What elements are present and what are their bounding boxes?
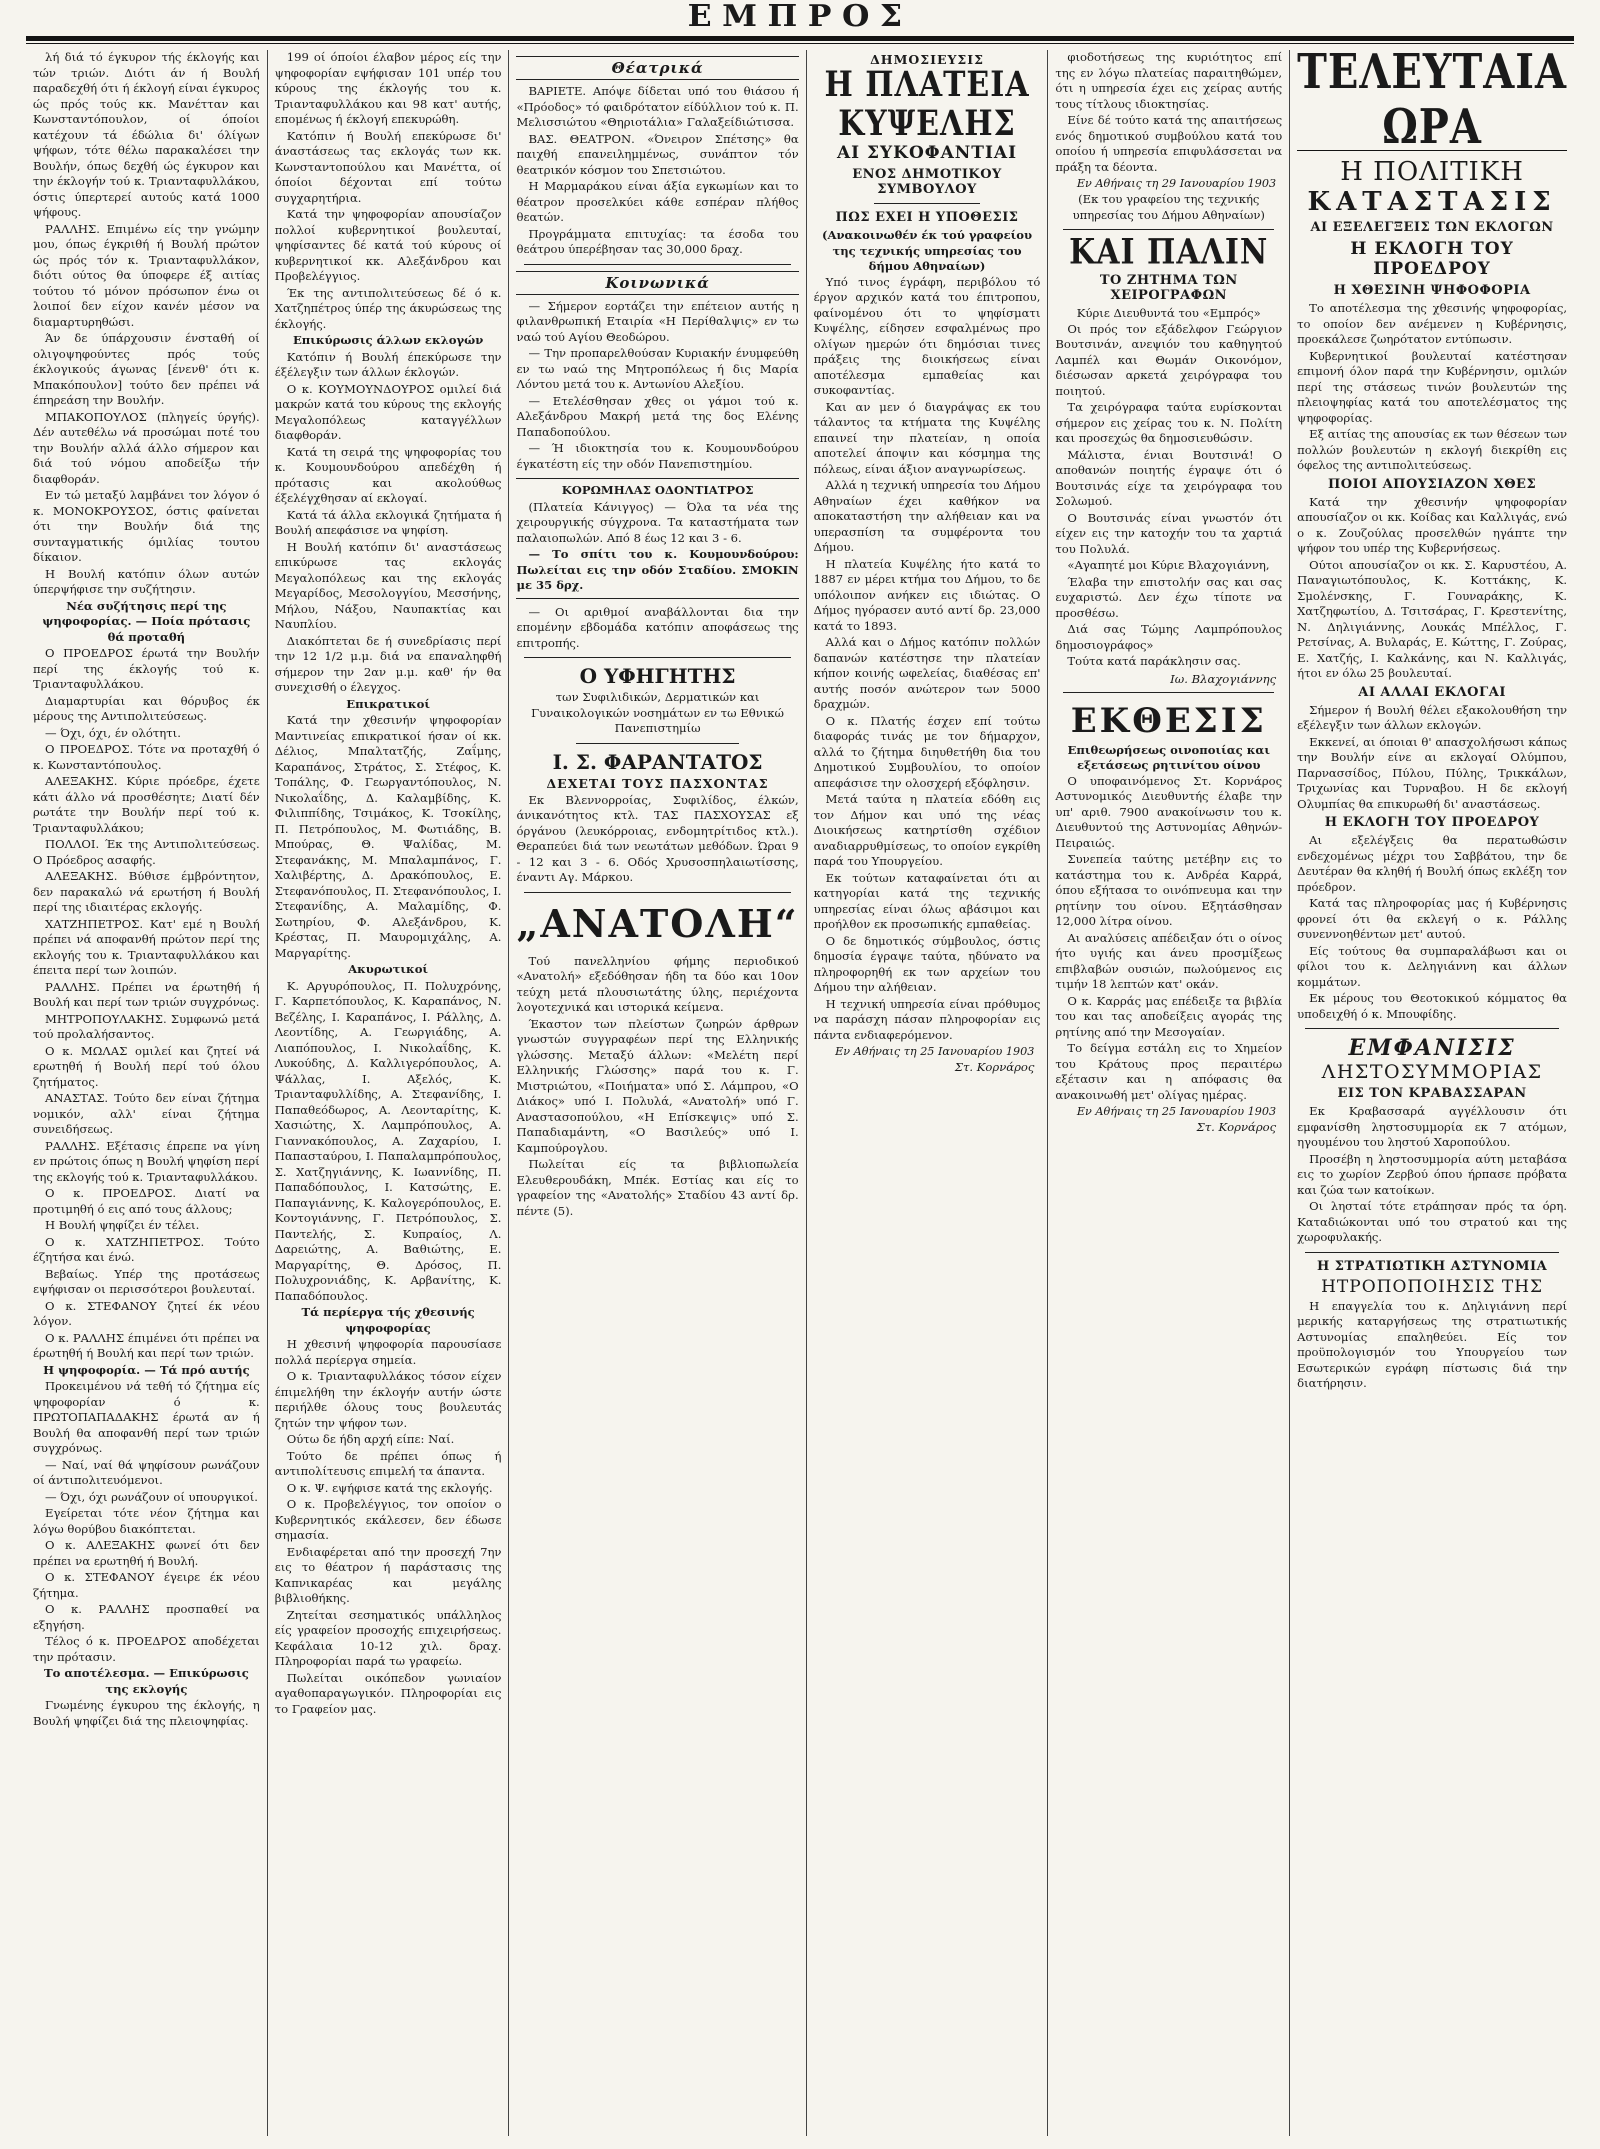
article-paragraph: Αι αναλύσεις απέδειξαν ότι ο οίνος ήτο υγιής και άνευ προσμίξεως επιβλαβών ουσιών, πωλούμενος εις τιμήν 18 λεπτών κατ' οκάν. xyxy=(1055,930,1283,991)
article-paragraph: Προγράμματα επιτυχίας: τα έσοδα του θεάτρου ύπερέβησαν τας 30,000 δραχ. xyxy=(516,226,799,256)
absent-subhead: ΠΟΙΟΙ ΑΠΟΥΣΙΑΖΟΝ ΧΘΕΣ xyxy=(1327,476,1537,492)
signature: Ιω. Βλαχογιάννης xyxy=(1170,671,1277,686)
divider xyxy=(874,203,981,204)
president-election-subhead-2: Η ΕΚΛΟΓΗ ΤΟΥ ΠΡΟΕΔΡΟΥ xyxy=(1324,815,1540,830)
article-paragraph: Εκκενεί, αι όποιαι θ' απασχολήσωσι κάπως την Βουλήν είνε αι εκλογαί Ολύμπου, Παρνασσίδος, Πύλου, Πύλης, Τρικκάλων, Τριχωνίας και Τυρναβου. Η δε εκλογή Ολυμπίας θα επικυρωθή δι' αναστάσεως. xyxy=(1297,734,1568,811)
article-paragraph: Ο κ. ΚΟΥΜΟΥΝΔΟΥΡΟΣ ομιλεί διά μακρών κατά του κύρους της εκλογής Μεγαλοπόλεως καταγγέλλων διαφθοράν. xyxy=(274,381,502,442)
article-paragraph: Η Βουλή ψηφίζει έν τέλει. xyxy=(45,1218,200,1232)
article-paragraph: Κατά τά άλλα εκλογικά ζητήματα ή Βουλή απεφάσισε να ψηφίση. xyxy=(274,507,502,537)
article-paragraph: Η Βουλή κατόπιν όλων αυτών ύπερψήφισε την συζήτησιν. xyxy=(33,566,260,596)
article-paragraph: Αλλά και ο Δήμος κατόπιν πολλών δαπανών κατέστησε την πλατείαν κήπον κοινής ωφελείας, διαθέσας επ' αυτής ποσόν ανώτερον των 5000 δραχμών. xyxy=(813,635,1041,711)
article-paragraph: Έκ της αντιπολιτεύσεως δέ ό κ. Χατζηπέτρος ύπέρ της άκυρώσεως της έκλογής. xyxy=(274,285,502,331)
article-paragraph: Η Βουλή κατόπιν δι' αναστάσεως επικύρωσε τας εκλογάς Μεγαλοπόλεως και της εκλογάς Μεγαρίδος, Μεσολογγίου, Μεσσήνης, Μήλου, Νάξου, Ναυπακτίας και Ναυπλίου. xyxy=(274,539,502,631)
case-subhead: ΠΩΣ ΕΧΕΙ Η ΥΠΟΘΕΣΙΣ xyxy=(835,210,1019,225)
article-paragraph: Ο δε δημοτικός σύμβουλος, όστις δημοσία έγραψε ταύτα, ηδύνατο να πληροφορηθή εκ των αρχείων του Δήμου την αλήθειαν. xyxy=(813,933,1041,994)
article-paragraph: Επικύρωσις άλλων εκλογών xyxy=(292,333,484,347)
article-paragraph: Και αν μεν ό διαγράψας εκ του τάλαντος τα κτήματα της Κυψέλης επαινεί την πλατείαν, η οποία αποτελεί άποψιν και κόσμημα της πόλεως, είναι άξιον αναγνωρίσεως. xyxy=(813,399,1041,476)
dentist-ad xyxy=(516,478,798,599)
audits-subhead: ΑΙ ΕΞΕΛΕΓΞΕΙΣ ΤΩΝ ΕΚΛΟΓΩΝ xyxy=(1310,220,1554,235)
article-paragraph: ΠΟΛΛΟΙ. Έκ της Αντιπολιτεύσεως. Ο Πρόεδρος ασαφής. xyxy=(33,837,260,867)
column-3 xyxy=(509,50,806,2136)
article-paragraph: Ο κ. Τριανταφυλλάκος τόσον είχεν έπιμελήθη την έκλογήν αυτήν ώστε περιήλθε όλους τους βουλευτάς ζητών την ψήφον των. xyxy=(274,1369,502,1430)
article-paragraph: ΑΝΑΣΤΑΣ. Τούτο δεν είναι ζήτημα νομικόν, αλλ' είναι ζήτημα συνειδήσεως. xyxy=(33,1091,260,1136)
councillor-subhead: ΕΝΟΣ ΔΗΜΟΤΙΚΟΥ ΣΥΜΒΟΥΛΟΥ xyxy=(852,167,1002,197)
column-6 xyxy=(1290,43,1574,2136)
article-paragraph: Η πλατεία Κυψέλης ήτο κατά το 1887 εν μέρει κτήμα του Δήμου, το δε υπόλοιπον ανήκεν εις ιδιώτας. Ο Δήμος ηγόρασεν αυτό αντί δρ. 23,000 κατά το 1893. xyxy=(813,556,1041,633)
article-paragraph: ΡΑΛΛΗΣ. Επιμένω είς την γνώμην μου, όπως έγκριθή ή Βουλή πρώτον ώς πρός τόν κ. Τριανταφυλλάκον, διότι ούτος θα ύποφερε έξ αιτίας τούτου τό μόνον πρόσωπον ένω οι λοιποί δεν είχον κανέν μέσον να διαμαρτυρηθώσι. xyxy=(33,221,260,329)
dentist-extra: — Το σπίτι του κ. Κουμουνδούρου: Πωλείται εις την οδόν Σταδίου. ΣΜΟΚΙΝ με 35 δρχ. xyxy=(516,547,799,592)
article-paragraph: Διαμαρτυρίαι και θόρυβος έκ μέρους της Αντιπολιτεύσεως. xyxy=(33,693,260,723)
divider xyxy=(1063,692,1274,693)
article-paragraph: Κ. Αργυρόπουλος, Π. Πολυχρόνης, Γ. Καρπετόπουλος, Κ. Καραπάνος, Ν. Βεζέλης, Ι. Καραπάνος, Ι. Ράλλης, Δ. Λεοντίδης, Α. Γεωργιάδης, Α. Λιαπόπουλος, Ι. Νικολαΐδης, Κ. Λυκούδης, Δ. Καλλιγερόπουλος, Α. Ψάλλας, Ι. Αξελός, Κ. Τριανταφυλλίδης, Α. Στεφανίδης, Ι. Παπαθεόδωρος, Α. Λεονταρίτης, Κ. Χασιώτης, Χ. Λαμπρόπουλος, Α. Γιαννακόπουλος, Α. Ζαχαρίου, Ι. Παπασταύρου, Ι. Παπαλαμπρόπουλος, Σ. Χατζηγιάννης, Κ. Ιωαννίδης, Π. Παπαδόπουλος, Ι. Κατσώτης, Ε. Παπαγιάννης, Κ. Καλογερόπουλος, Ε. Κοντογιάννης, Γ. Πετρόπουλος, Σ. Παντελής, Σ. Κυπραίος, Λ. Δαρειώτης, Α. Βαθιώτης, Ε. Μαργαρίτης, Θ. Δρόσος, Π. Πολυχρονιάδης, Κ. Αρβανίτης, Κ. Παπαδόπουλος. xyxy=(274,978,502,1303)
article-paragraph: Το αποτέλεσμα της χθεσινής ψηφοφορίας, το οποίον δεν ανέμενεν η Κυβέρνησις, προεκάλεσε ζωηρότατον εντύπωσιν. xyxy=(1297,301,1568,346)
article-paragraph: ΑΛΕΞΑΚΗΣ. Κύριε πρόεδρε, έχετε κάτι άλλο νά προσθέσητε; Διατί δέν ρωτάτε την Βουλήν περί τού κ. Τριανταφυλλάκου; xyxy=(33,774,260,835)
article-paragraph: φιοδοτήσεως της κυριότητος επί της εν λόγω πλατείας παραιτηθώμεν, ότι η υπηρεσία έχει εις χείρας αυτής τους τίτλους ιδιοκτησίας. xyxy=(1055,50,1283,111)
announcement-intro: (Ανακοινωθέν έκ τού γραφείου της τεχνικής υπηρεσίας του δήμου Αθηναίων) xyxy=(822,228,1033,273)
masthead xyxy=(26,0,1574,34)
article-paragraph: Ο ΠΡΟΕΔΡΟΣ. Τότε να προταχθή ό κ. Κωνσταντόπουλος. xyxy=(33,742,260,772)
article-paragraph: Ακυρωτικοί xyxy=(348,962,429,976)
report-headline: ΕΚΘΕΣΙΣ xyxy=(1070,700,1267,741)
other-elections-subhead: ΑΙ ΑΛΛΑΙ ΕΚΛΟΓΑΙ xyxy=(1358,684,1506,700)
bandits-headline: ΛΗΣΤΟΣΥΜΜΟΡΙΑΣ xyxy=(1321,1061,1543,1083)
slanders-subhead: ΑΙ ΣΥΚΟΦΑΝΤΙΑΙ xyxy=(836,143,1018,163)
article-paragraph: Η Μαρμαράκου είναι άξία εγκωμίων και το θέατρον προσελκύει κάθε εσπέραν πλήθος θεατών. xyxy=(516,179,799,224)
article-paragraph: — Όχι, όχι ρωνάζουν οί υπουργικοί. xyxy=(45,1489,258,1504)
article-paragraph: — Ετελέσθησαν χθες οι γάμοι τού κ. Αλεξάνδρου Μακρή μετά της δος Ελένης Παπαδοπούλου. xyxy=(516,393,799,439)
article-paragraph: Προκειμένου νά τεθή τό ζήτημα είς ψηφοφορίαν ό κ. ΠΡΩΤΟΠΑΠΑΔΑΚΗΣ έρωτά αν ή Βουλή θα αποφανθή περί των τριών συγχρόνως. xyxy=(33,1379,260,1455)
article-paragraph: Τούτα κατά παράκλησιν σας. xyxy=(1067,654,1241,668)
article-paragraph: Ο κ. ΣΤΕΦΑΝΟΥ ζητεί έκ νέου λόγον. xyxy=(33,1298,260,1328)
article-paragraph: Κατόπιν ή Βουλή έπεκύρωσε την έξέλεγξιν των άλλων έκλογών. xyxy=(274,349,502,379)
kravassara-subhead: ΕΙΣ ΤΟΝ ΚΡΑΒΑΣΣΑΡΑΝ xyxy=(1337,1086,1527,1101)
article-paragraph: Κατά τας πληροφορίας μας ή Κυβέρνησις φρονεί ότι θα εκλεγή ο κ. Ράλλης συνεννοηθέντων μετ' αυτού. xyxy=(1297,896,1568,941)
signature: Στ. Κορνάρος xyxy=(954,1060,1035,1074)
divider xyxy=(524,892,790,893)
divider xyxy=(1063,229,1274,230)
theatre-rubric: Θέατρικά xyxy=(516,56,798,80)
article-paragraph: — Όχι, όχι, έν ολότητι. xyxy=(45,725,181,740)
salutation: Κύριε Διευθυντά του «Εμπρός» xyxy=(1076,306,1261,320)
article-paragraph: Κατά τη σειρά της ψηφοφορίας του κ. Κουμουνδούρου απεδέχθη ή πρότασις και ακολούθως έξελέγχθησαν αί εκλογαί. xyxy=(274,444,502,505)
article-paragraph: Ο κ. Προβελέγγιος, τον οποίον ο Κυβερνητικός εκάλεσεν, δεν έδωσε σημασία. xyxy=(274,1497,502,1542)
article-paragraph: Ο κ. ΧΑΤΖΗΠΕΤΡΟΣ. Τούτο έζητήσα και ένώ. xyxy=(33,1234,260,1264)
article-paragraph: Βεβαίως. Υπέρ της προτάσεως εψήφισαν οι περισσότεροι βουλευταί. xyxy=(33,1266,260,1296)
dateline: Εν Αθήναις τη 29 Ιανουαρίου 1903 xyxy=(1076,177,1277,190)
article-paragraph: Τέλος ό κ. ΠΡΟΕΔΡΟΣ αποδέχεται την πρότασιν. xyxy=(33,1634,260,1664)
article-paragraph: ΡΑΛΛΗΣ. Πρέπει να έρωτηθή ή Βουλή και περί των τριών συγχρόνως. xyxy=(33,979,260,1009)
article-paragraph: ΑΛΕΞΑΚΗΣ. Βύθισε έμβρόντητον, δεν παρακαλώ νά ερωτήση ή Βουλή περί της ιδιαιτέρας εκλογής. xyxy=(33,869,260,914)
article-paragraph: Κατά την χθεσινήν ψηφοφορίαν απουσίαζον οι κκ. Κοίδας και Καλλιγάς, ενώ ο κ. Ζουζούλας προσελθών ηγάπτε την ψήφον του υπέρ της Κυβερνήσεως. xyxy=(1297,494,1568,555)
article-paragraph: Μετά ταύτα η πλατεία εδόθη εις τον Δήμον και υπό της νέας Διοικήσεως κατηρτίσθη σχέδιον αναδιαρρυθμίσεως, το οποίον εγκρίθη παρά του Υπουργείου. xyxy=(813,792,1041,868)
article-paragraph: Επικρατικοί xyxy=(346,696,430,711)
article-paragraph: Η επαγγελία του κ. Δηλιγιάννη περί μερικής καταργήσεως της στρατιωτικής Αστυνομίας επαληθεύει. Είς τον προϋπολογισμόν του Υπουργείου των Εσωτερικών εγράφη πίστωσις διά την διατήρησιν. xyxy=(1297,1298,1568,1390)
article-paragraph: Εξ αιτίας της απουσίας εκ των θέσεων των πολλών βουλευτών η εκλογή διεκρίθη εις όφελος της αντιπολιτεύσεως. xyxy=(1297,427,1568,472)
column-5 xyxy=(1048,50,1290,2136)
divider xyxy=(1305,1028,1559,1029)
article-paragraph: Ο κ. ΡΑΛΛΗΣ έπιμένει ότι πρέπει να έρωτηθή ή Βουλή και περί των τριών. xyxy=(33,1330,260,1360)
misc-note: — Οι αριθμοί αναβάλλονται δια την επομένην εβδομάδα κατόπιν αποφάσεως της επιτροπής. xyxy=(516,604,799,650)
article-paragraph: Διά σας Τώμης Λαμπρόπουλος δημοσιογράφος» xyxy=(1055,622,1283,652)
article-paragraph: Προσέβη η ληστοσυμμορία αύτη μεταβάσα εις το χωρίον Ζερβού όπου ήρπασε πρόβατα και ζώα των κατοίκων. xyxy=(1297,1151,1568,1197)
social-rubric: Κοινωνικά xyxy=(516,271,798,295)
article-paragraph: ΧΑΤΖΗΠΕΤΡΟΣ. Κατ' εμέ η Βουλή πρέπει νά αποφανθή πρώτον περί της εκλογής του κ. Τριανταφυλλάκου και έπειτα περί των λοιπών. xyxy=(33,916,260,977)
article-paragraph: Ενδιαφέρεται από την προσεχή 7ην εις το θέατρον ή παράστασις της Καπνικαρέας και μεγάλης βιβλιοθήκης. xyxy=(274,1544,502,1605)
article-paragraph: Σήμερον ή Βουλή θέλει εξακολουθήση την εξέλεγξιν των άλλων εκλογών. xyxy=(1297,702,1568,732)
article-paragraph: Υπό τινος έγράφη, περιβόλου τό έργον αρχικόν κατά του έπιτροπου, φαίνομένου ότι το ψηφίσματι Κυψέλης, είδησεν εσφαλμένως προ ολίγων ημερών ότι δημόσιαι τινες πράξεις της διοικήσεως είναι αποτέλεσμα εμπαθείας και συκοφαντίας. xyxy=(813,274,1041,397)
president-election-subhead: Η ΕΚΛΟΓΗ ΤΟΥ ΠΡΟΕΔΡΟΥ xyxy=(1350,239,1514,279)
yesterday-vote-subhead: Η ΧΘΕΣΙΝΗ ΨΗΦΟΦΟΡΙΑ xyxy=(1333,283,1531,298)
masthead-title: ΕΜΠΡΟΣ xyxy=(687,0,913,34)
divider xyxy=(524,264,790,265)
article-paragraph: Αλλά η τεχνική υπηρεσία του Δήμου Αθηναίων έχει καθήκον να αποκαταστήση την αλήθειαν και να υπερασπίση τα συμφέροντα του Δήμου. xyxy=(813,478,1041,554)
article-paragraph: — Ναί, ναί θά ψηφίσουν ρωνάζουν οί άντιπολιτευόμενοι. xyxy=(33,1457,260,1487)
article-paragraph: Τούτο δε πρέπει όπως ή αντιπολίτευσις επιμελή τα άπαντα. xyxy=(274,1448,502,1478)
dateline: Εν Αθήναις τη 25 Ιανουαρίου 1903 xyxy=(835,1045,1035,1058)
article-paragraph: Η ψηφοφορία. — Τά πρό αυτής xyxy=(43,1362,250,1377)
column-4 xyxy=(807,50,1049,2136)
article-paragraph: Τά περίεργα τής χθεσινής ψηφοφορίας xyxy=(301,1305,475,1335)
dentist-text: (Πλατεία Κάνιγγος) — Όλα τα νέα της χειρουργικής σύγχρονα. Τα καταστήματα των παλαιοπωλών. Από 8 έως 12 και 3 - 6. xyxy=(516,499,799,545)
article-paragraph: Εκ τούτων καταφαίνεται ότι αι κατηγορίαι κατά της τεχνικής υπηρεσίας είναι όλως αβάσιμοι και προήλθον εκ προσωπικής εμπαθείας. xyxy=(813,870,1041,931)
article-paragraph: Συνεπεία ταύτης μετέβην εις το κατάστημα του κ. Ανδρέα Καρρά, όπου εξήτασα το οινόπνευμα και την ρητίνην του οίνου. Εξητάσθησαν 12,000 λίτρα οίνου. xyxy=(1055,852,1283,928)
report-subhead: Επιθεωρήσεως οινοποιίας και εξετάσεως ρητινίτου οίνου xyxy=(1067,742,1270,772)
article-paragraph: ΜΠΑΚΟΠΟΥΛΟΣ (πληγείς ύργής). Δέν αυτεθέλω νά προσώμαι ποτέ του την Βουλήν αλλά άλλο σήμερον και διά τού νόμου αποδείξω τήν διαφθοράν. xyxy=(33,409,260,486)
article-paragraph: Ο ΠΡΟΕΔΡΟΣ έρωτά την Βουλήν περί της έκλογής τού κ. Τριανταφυλλάκου. xyxy=(33,646,260,691)
kypseli-headline: Η ΠΛΑΤΕΙΑ ΚΥΨΕΛΗΣ xyxy=(824,64,1030,145)
article-paragraph: Έλαβα την επιστολήν σας και σας ευχαριστώ. Δεν έχω τίποτε να προσθέσω. xyxy=(1055,574,1283,620)
article-paragraph: Έκαστον των πλείστων ζωηρών άρθρων γνωστών συγγραφέων περί της Ελληνικής γλώσσης. Μεταξύ άλλων: «Μελέτη περί Ελληνικής Γλώσσης» παρά του κ. Γ. Μιστριώτου, «Ποιήματα» υπό Σ. Λάμπρου, «Ο Διάκος» υπό Ι. Πολυλά, «Ανατολή» υπό Γ. Αναστασοπούλου, «Η Επίσκεψις» υπό Σ. Παπαδιαμάντη, «Ο Βασιλεύς» υπό Ι. Καμπούρογλου. xyxy=(516,1016,799,1155)
article-paragraph: Εν τώ μεταξύ λαμβάνει τον λόγον ό κ. ΜΟΝΟΚΡΟΥΣΟΣ, όστις φαίνεται ότι την Βουλήν διά της συνταγματικής όμιλίας τουτου δίκαιον. xyxy=(33,488,260,564)
article-paragraph: Η τεχνική υπηρεσία είναι πρόθυμος να παράσχη πάσαν πληροφορίαν εις πάντα ενδιαφερόμενον. xyxy=(813,996,1041,1042)
article-paragraph: Ο υποφαινόμενος Στ. Κορνάρος Αστυνομικός Διευθυντής έλαβε την υπ' αριθ. 7900 ανακοίνωσιν του κ. Διευθυντού της Αστυνομίας Αθηνών-Πειραιώς. xyxy=(1055,773,1283,850)
article-paragraph: Κυβερνητικοί βουλευταί κατέστησαν επιμονή όλον παρά την Κυβέρνησιν, ομιλών περί της στάσεως τινών βουλευτών της πλειοψηφίας κατά του αποτελέσματος της ψηφοφορίας. xyxy=(1297,348,1568,425)
article-paragraph: Ο κ. Πλατής έσχεν επί τούτω διαφοράς τινάς με τον δήμαρχον, αλλά το ζήτημα διηυθετήθη δια του Δημοτικού Συμβουλίου, το οποίον απεφάσισε την ολοσχερή εξόφλησιν. xyxy=(813,713,1041,790)
article-paragraph: Οι πρός τον εξάδελφον Γεώργιον Βουτσινάν, ανεψιόν του καθηγητού Λαμπέλ και Θωμάν Οικονόμον, διέσωσαν αρκετά χειρόγραφα του ποιητού. xyxy=(1055,321,1283,398)
article-paragraph: Ούτοι απουσίαζον οι κκ. Σ. Καρυστέου, Α. Παναγιωτόπουλος, Κ. Κοττάκης, Κ. Σμολένσκης, Γ. Γουναράκης, Κ. Χατζηφωτίου, Δ. Τσιτσάρας, Γ. Κρεστενίτης, Ν. Δηλιγιάννης, Λουκάς Μπέλλος, Γ. Ρετσίνας, Α. Βυλαράς, Ε. Κώττης, Γ. Ζούρας, Ε. Χατζής, Ι. Καλκάνης, και Ν. Καλλιγάς, ήτοι εν όλω 25 βουλευταί. xyxy=(1297,557,1568,680)
article-paragraph: ΜΗΤΡΟΠΟΥΛΑΚΗΣ. Συμφωνώ μετά τού προλαλήσαντος. xyxy=(33,1011,260,1041)
article-paragraph: λή διά τό έγκυρον τής έκλογής και τών τριών. Διότι άν ή Βουλή παραδεχθή ότι ή έκλογή είναι έγκυρος ώς πρός τούς κκ. Μανέτταν και Κωνσταντόπουλον, οί όποίοι κατέχουν τά έδώλια δι' όλίγων ψήφων, τότε θέλω παρακαλέσει την Βουλήν, όπως δεχθή ώς έγκυρον και την έκλογήν τού κ. Τριανταφυλλάκου, όστις ύπερτερεί αυτούς κατά 1000 ψήφους. xyxy=(33,50,260,219)
amendment-headline: ΗΤΡΟΠΟΠΟΙΗΣΙΣ ΤΗΣ xyxy=(1321,1276,1544,1297)
kai-palin-headline: ΚΑΙ ΠΑΛΙΝ xyxy=(1069,232,1269,273)
article-paragraph: Γνωμένης έγκυρου της έκλογής, η Βουλή ψηφίζει διά της πλειοψηφίας. xyxy=(33,1698,260,1728)
article-paragraph: — Ή ιδιοκτησία του κ. Κουμουνδούρου έγκατέστη είς την οδόν Πανεπιστημίου. xyxy=(516,441,799,471)
article-paragraph: — Την προπαρελθούσαν Κυριακήν ένυμφεύθη εν τω ναώ της Μητροπόλεως ή δις Μαρία Λόντου μετά του κ. Αντωνίου Αλεξίου. xyxy=(516,346,799,391)
article-paragraph: Είς τούτους θα συμπαραλάβωσι και οι φίλοι του κ. Δεληγιάννη και άλλων κομμάτων. xyxy=(1297,943,1568,989)
dateline: Εν Αθήναις τη 25 Ιανουαρίου 1903 xyxy=(1076,1105,1277,1118)
article-paragraph: Ο κ. ΠΡΟΕΔΡΟΣ. Διατί να προτιμηθή ό εις από τους άλλους; xyxy=(33,1186,260,1216)
article-paragraph: Είνε δέ τούτο κατά της απαιτήσεως ενός δημοτικού συμβούλου κατά του οποίου ή υπηρεσία επιφυλάσσεται να πράξη τα δέοντα. xyxy=(1055,113,1283,174)
article-paragraph: ΡΑΛΛΗΣ. Εξέτασις έπρεπε να γίνη εν πρώτοις όπως η Βουλή ψηφίση περί της εκλογής τού κ. Τριανταφυλλάκου. xyxy=(33,1138,260,1184)
article-paragraph: Κατά την χθεσινήν ψηφοφορίαν Μαντινείας επικρατικοί ήσαν οί κκ. Δέλιος, Μπαλτατζής, Ζαΐμης, Καραπάνος, Στράτος, Σ. Στέφος, Κ. Τοπάλης, Φ. Γεωργαντόπουλος, Ν. Νικολαΐδης, Δ. Καλαμβίδης, Κ. Φιλιππίδης, Τσιμάκος, Κ. Τσοκίλης, Π. Πετρόπουλος, Μ. Φωτιάδης, Β. Μπούρας, Θ. Ψαλίδας, Μ. Στεφανάκης, Μ. Μπαλαμπάνος, Γ. Χαλιβέρτης, Δ. Δρακόπουλος, Ε. Στεφανόπουλος, Π. Στεφανόπουλος, Ι. Στεφανίδης, Α. Μαλαμίδης, Φ. Σωτηρίου, Φ. Αλεξάνδρου, Κ. Κρέστας, Π. Μαυρομιχάλης, Α. Μαργαρίτης. xyxy=(274,713,502,960)
article-paragraph: Ο κ. Ψ. εψήφισε κατά της εκλογής. xyxy=(286,1480,493,1495)
manuscripts-subhead: ΤΟ ΖΗΤΗΜΑ ΤΩΝ ΧΕΙΡΟΓΡΑΦΩΝ xyxy=(1099,273,1238,303)
article-paragraph: Ο κ. ΡΑΛΛΗΣ προσπαθεί να εξηγήση. xyxy=(33,1602,260,1632)
column-1 xyxy=(26,50,268,2136)
doctor-text: Εκ Βλεννορροίας, Συφιλίδος, έλκών, άνικανότητος κτλ. ΤΑΣ ΠΑΣΧΟΥΣΑΣ εξ όργάνου (λευκόρροιας, ενδομητρίτιδος κτλ.). Θεραπεύει διά των νεωτάτων μεθόδων. Ώραι 9 - 12 και 3 - 6. Οδός Χρυσοσπηλαιωτίσσης, έναντι Αγ. Μάρκου. xyxy=(516,792,799,884)
article-paragraph: Ο Βουτσινάς είναι γνωστόν ότι είχεν εις την κατοχήν του τα χαρτιά του Πολυλά. xyxy=(1055,510,1283,556)
divider xyxy=(576,743,738,744)
doctor-receives: ΔΕΧΕΤΑΙ ΤΟΥΣ ΠΑΣΧΟΝΤΑΣ xyxy=(546,775,769,791)
article-paragraph: Διακόπτεται δε ή συνεδρίασις περί την 12 1/2 μ.μ. διά να επαναληφθή σήμερον την 2αν μ.μ. καθ' ήν θα συνεχισθή ο έλεγχος. xyxy=(274,633,502,694)
columns xyxy=(26,43,1574,2136)
article-paragraph: Μάλιστα, ένιαι Βουτσινά! Ο αποθανών ποιητής έγραψε ότι ό Βουτσινάς είχε τα χειρόγραφα του Σολωμού. xyxy=(1055,447,1283,508)
article-paragraph: Νέα συζήτησις περί της ψηφοφορίας. — Ποία πρότασις θά προταθή xyxy=(42,598,251,644)
article-paragraph: Ο κ. Καρράς μας επέδειξε τα βιβλία του και τας αποδείξεις αγοράς της ρητίνης από την Μεσογαίαν. xyxy=(1055,993,1283,1039)
article-paragraph: Ο κ. ΜΩΛΑΣ ομιλεί και ζητεί νά ερωτηθή ή Βουλή περί τού όλου ζητήματος. xyxy=(33,1043,260,1089)
article-paragraph: — Σήμερον εορτάζει την επέτειον αυτής η φιλανθρωπική Εταιρία «Η Περίθαλψις» εν τω ναώ τού Αγίου Θεοδώρου. xyxy=(516,298,799,344)
column-2 xyxy=(268,50,510,2136)
article-paragraph: Τού πανελληνίου φήμης περιοδικού «Ανατολή» εξεδόθησαν ήδη τα δύο και 10ον τεύχη μετά πλουσιωτάτης ύλης, περιέχοντα λογοτεχνικά και ιστορικά κείμενα. xyxy=(516,953,799,1014)
article-paragraph: Ζητείται σεσηματικός υπάλληλος είς γραφείον προσοχής επιχειρήσεως. Κεφάλαια 10-12 χιλ. δραχ. Πληροφορίαι παρά τω γραφείω. xyxy=(274,1607,502,1668)
politics-head: Η ΠΟΛΙΤΙΚΗ xyxy=(1340,157,1524,187)
publication-kicker: ΔΗΜΟΣΙΕΥΣΙΣ xyxy=(870,52,984,67)
masthead-rule xyxy=(26,36,1574,41)
article-paragraph: Η χθεσινή ψηφοφορία παρουσίασε πολλά περίεργα σημεία. xyxy=(274,1337,502,1367)
article-paragraph: Ο κ. ΑΛΕΞΑΚΗΣ φωνεί ότι δεν πρέπει να ερωτηθή ή Βουλή. xyxy=(33,1538,260,1568)
article-paragraph: Εκ μέρους του Θεοτοκικού κόμματος θα υποδειχθή ό κ. Μπουφίδης. xyxy=(1297,991,1568,1021)
last-hour-headline: ΤΕΛΕΥΤΑΙΑ ΩΡΑ xyxy=(1297,43,1568,156)
article-paragraph: Εγείρεται τότε νέον ζήτημα και λόγω θορύβου διακόπτεται. xyxy=(33,1506,260,1536)
lecturer-sub: των Συφιλιδικών, Δερματικών και Γυναικολογικών νοσημάτων εν τω Εθνικώ Πανεπιστημίω xyxy=(531,690,784,735)
article-paragraph: Οι λησταί τότε ετράπησαν πρός τα όρη. Καταδιώκονται υπό του στρατού και της χωροφυλακής. xyxy=(1297,1199,1568,1244)
article-paragraph: Το δείγμα εστάλη εις το Χημείον του Κράτους προς περαιτέρω εξέτασιν και η απόφασις θα ανακοινωθή μετ' ολίγας ημέρας. xyxy=(1055,1041,1283,1102)
article-paragraph: Τα χειρόγραφα ταύτα ευρίσκονται σήμερον εις χείρας του κ. Ν. Πολίτη και προσεχώς θα δημοσιευθώσιν. xyxy=(1055,400,1283,445)
article-paragraph: Άν δε ύπάρχουσιν ένσταθή οί ολιγοψηφούντες πρός τούς έκλογικούς άγωνας [ένενθ' ότι κ. Μπακόπουλον] τούτο δεν πρέπει νά έπηρεάση την Βουλήν. xyxy=(33,331,260,407)
divider xyxy=(524,657,790,658)
article-paragraph: Πωλείται οικόπεδον γωνιαίον αγαθοπαραγωγικόν. Πληροφορίαι εις το Γραφείον μας. xyxy=(274,1670,502,1716)
article-paragraph: Ο κ. ΣΤΕΦΑΝΟΥ έγειρε έκ νέου ζήτημα. xyxy=(33,1570,260,1600)
article-paragraph: Κατά την ψηφοφορίαν απουσίαζον πολλοί κυβερνητικοί βουλευταί, ψηφίσαντες δέ κατά τού κύρους οί κυβερνητικοί κκ. Αλεξάνδρου και Προβελέγγιος. xyxy=(274,207,502,283)
article-paragraph: Ούτω δε ήδη αρχή είπε: Ναί. xyxy=(286,1432,455,1446)
article-paragraph: Το αποτέλεσμα. — Επικύρωσις της εκλογής xyxy=(43,1666,249,1696)
article-paragraph: Εκ Κραβασσαρά αγγέλλουσιν ότι εμφανίσθη ληστοσυμμορία εκ 7 ατόμων, ηγουμένου του ληστού Χαροπούλου. xyxy=(1297,1104,1568,1149)
situation-head: ΚΑΤΑΣΤΑΣΙΣ xyxy=(1307,187,1557,217)
article-paragraph: Κατόπιν ή Βουλή επεκύρωσε δι' άναστάσεως τας εκλογάς των κκ. Κωνσταντοπούλου και Μανέττα, οί όποίοι δέχονται επί τούτω συγχαρητήρια. xyxy=(274,128,502,205)
article-paragraph: Αι εξελέγξεις θα περατωθώσιν ενδεχομένως μέχρι του Σαββάτου, την δε Δευτέραν θα κληθή ή Βουλή όπως εκλέξη τον πρόεδρον. xyxy=(1297,833,1568,894)
anatoli-title: „ΑΝΑΤΟΛΗ“ xyxy=(516,900,799,946)
appearance-headline: ΕΜΦΑΝΙΣΙΣ xyxy=(1348,1035,1516,1061)
article-paragraph: Πωλείται είς τα βιβλιοπωλεία Ελευθερουδάκη, Μπέκ. Εστίας και είς το γραφείον της «Ανατολής» Σταδίου 43 αντί δρ. πέντε (5). xyxy=(516,1157,799,1218)
article-paragraph: ΒΑΡΙΕΤΕ. Απόψε δίδεται υπό του θιάσου ή «Πρόοδος» τό φαιδρότατον είδύλλιον τού κ. Π. Μελισσιώτου «Θηριοτάλια» Γαλαξείδιώτισσα. xyxy=(516,84,799,129)
office-note: (Εκ του γραφείου της τεχνικής υπηρεσίας του Δήμου Αθηναίων) xyxy=(1072,192,1265,222)
dentist-name: ΚΟΡΩΜΗΛΑΣ ΟΔΟΝΤΙΑΤΡΟΣ xyxy=(561,483,754,497)
article-paragraph: 199 οί όποίοι έλαβον μέρος είς την ψηφοφορίαν εψήφισαν 101 υπέρ του κύρους της έκλογής του κ. Τριανταφυλλάκου και 98 κατ' αυτής, επομένως ή έκλογή επεκυρώθη. xyxy=(274,50,502,126)
doctor-name: Ι. Σ. ΦΑΡΑΝΤΑΤΟΣ xyxy=(552,749,763,774)
signature: Στ. Κορνάρος xyxy=(1196,1120,1277,1134)
article-paragraph: ΒΑΣ. ΘΕΑΤΡΟΝ. «Όνειρον Σπέτσης» θα παιχθή επανειλημμένως, συνάπτον τόν θεατρικόν κόσμον του Σπετσιώτου. xyxy=(516,131,799,177)
article-paragraph: «Αγαπητέ μοι Κύριε Βλαχογιάννη, xyxy=(1067,558,1270,572)
lecturer-head: Ο ΥΦΗΓΗΤΗΣ xyxy=(579,664,736,688)
military-police-subhead: Η ΣΤΡΑΤΙΩΤΙΚΗ ΑΣΤΥΝΟΜΙΑ xyxy=(1316,1258,1548,1274)
divider xyxy=(1305,1252,1559,1253)
